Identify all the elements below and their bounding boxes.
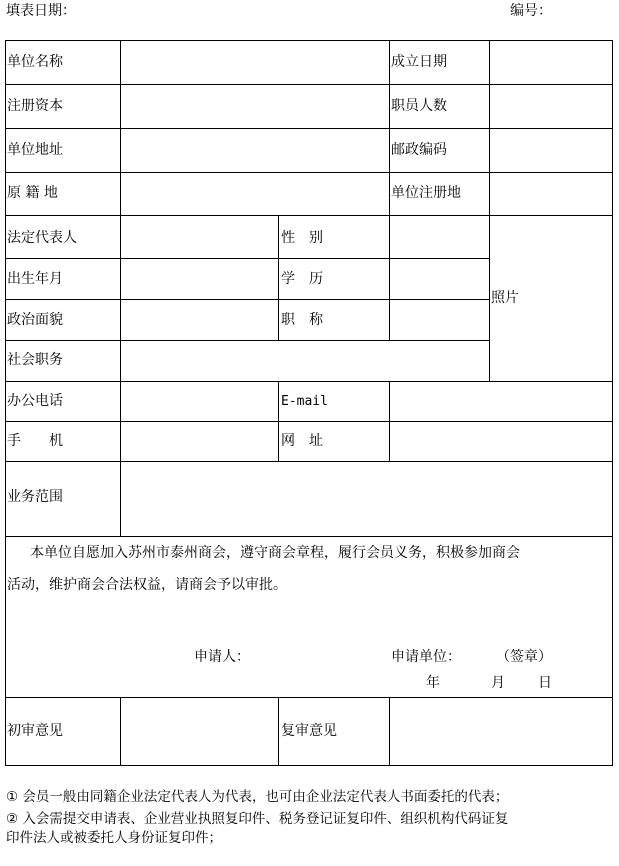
date-month-label: 月: [491, 675, 505, 691]
second-review-label: 复审意见: [281, 723, 337, 739]
postal-code-field[interactable]: [490, 129, 612, 172]
applicant-unit-label: 申请单位：: [391, 649, 461, 665]
gender-field[interactable]: [390, 216, 489, 258]
established-date-field[interactable]: [490, 41, 612, 84]
first-review-field[interactable]: [121, 698, 278, 765]
note-1: ① 会员一般由同籍企业法定代表人为代表，也可由企业法定代表人书面委托的代表；: [6, 789, 509, 805]
gender-label: 性 别: [281, 230, 323, 246]
seal-label: （签章）: [496, 649, 552, 665]
political-status-label: 政治面貌: [7, 312, 63, 328]
note-2-line-2: 印件法人或被委托人身份证复印件；: [6, 830, 222, 846]
photo-label: 照片: [491, 290, 519, 306]
origin-field[interactable]: [121, 173, 389, 215]
education-field[interactable]: [390, 259, 489, 299]
established-date-label: 成立日期: [391, 54, 447, 70]
unit-address-label: 单位地址: [7, 142, 63, 158]
birth-date-label: 出生年月: [7, 271, 63, 287]
number-label: 编号：: [510, 3, 552, 19]
birth-date-field[interactable]: [121, 259, 278, 299]
registered-capital-label: 注册资本: [7, 98, 63, 114]
applicant-label: 申请人：: [194, 649, 250, 665]
title-field[interactable]: [390, 300, 489, 340]
staff-count-label: 职员人数: [391, 98, 447, 114]
social-position-field[interactable]: [121, 341, 489, 381]
website-label: 网 址: [281, 433, 323, 449]
note-2-line-1: ② 入会需提交申请表、企业营业执照复印件、税务登记证复印件、组织机构代码证复: [6, 811, 509, 827]
mobile-field[interactable]: [121, 422, 278, 461]
date-day-label: 日: [538, 675, 552, 691]
staff-count-field[interactable]: [490, 85, 612, 128]
date-year-label: 年: [426, 675, 440, 691]
fill-date-label: 填表日期：: [6, 3, 76, 19]
mobile-label: 手 机: [7, 433, 63, 449]
second-review-field[interactable]: [390, 698, 612, 765]
email-field[interactable]: [390, 382, 612, 421]
office-phone-label: 办公电话: [7, 393, 63, 409]
business-scope-label: 业务范围: [7, 489, 63, 505]
registered-capital-field[interactable]: [121, 85, 389, 128]
unit-registered-place-label: 单位注册地: [391, 185, 461, 201]
office-phone-field[interactable]: [121, 382, 278, 421]
legal-rep-field[interactable]: [121, 216, 278, 258]
political-status-field[interactable]: [121, 300, 278, 340]
postal-code-label: 邮政编码: [391, 142, 447, 158]
unit-name-field[interactable]: [121, 41, 389, 84]
unit-registered-place-field[interactable]: [490, 173, 612, 215]
unit-address-field[interactable]: [121, 129, 389, 172]
unit-name-label: 单位名称: [7, 54, 63, 70]
first-review-label: 初审意见: [7, 723, 63, 739]
social-position-label: 社会职务: [7, 352, 63, 368]
declaration-line-1: 本单位自愿加入苏州市泰州商会，遵守商会章程，履行会员义务，积极参加商会: [30, 545, 520, 561]
education-label: 学 历: [281, 271, 323, 287]
business-scope-field[interactable]: [121, 462, 612, 536]
origin-label: 原 籍 地: [7, 185, 58, 201]
title-label: 职 称: [281, 312, 323, 328]
photo-area[interactable]: [490, 216, 612, 381]
declaration-line-2: 活动，维护商会合法权益，请商会予以审批。: [7, 577, 287, 593]
legal-rep-label: 法定代表人: [7, 230, 77, 246]
email-label: E-mail: [281, 394, 328, 409]
website-field[interactable]: [390, 422, 612, 461]
